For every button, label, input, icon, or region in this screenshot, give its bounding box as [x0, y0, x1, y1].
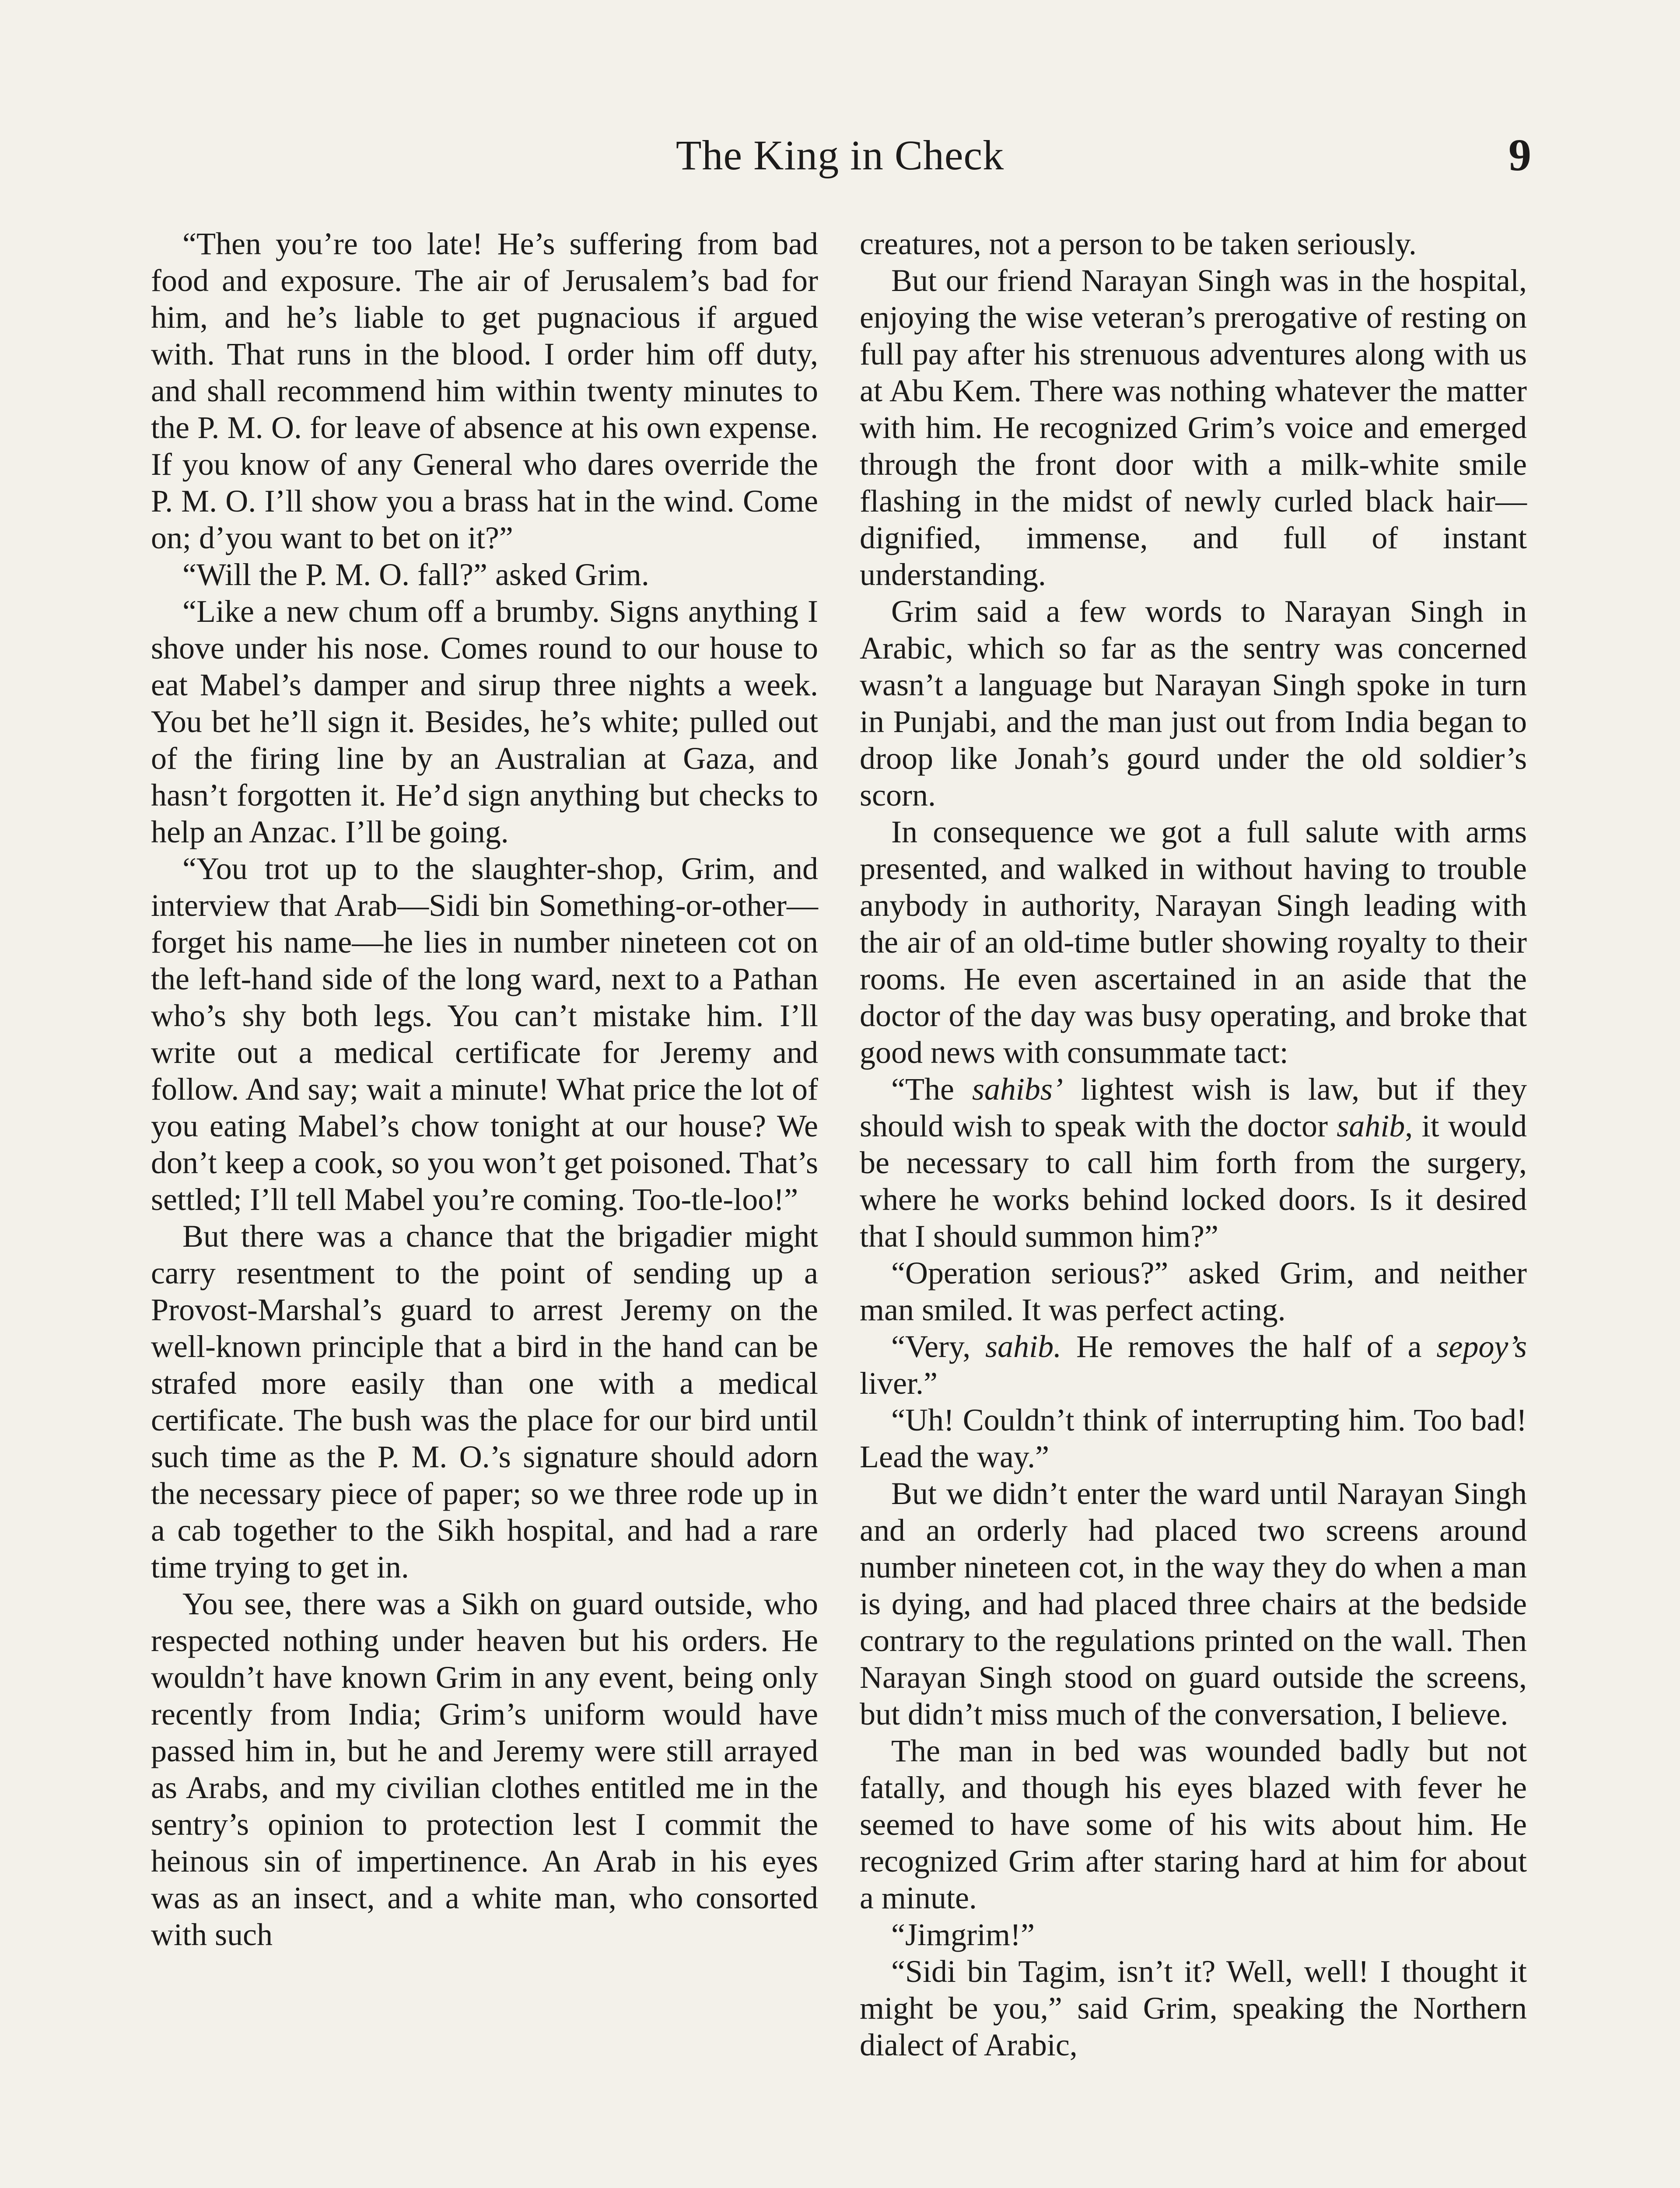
paragraph — [860, 1071, 1527, 1255]
paragraph: “Uh! Couldn’t think of interrupting him. Too bad! Lead the way.” — [860, 1403, 1527, 1474]
paragraph: creatures, not a person to be taken seriously. — [860, 226, 1417, 261]
paragraph: “Operation serious?” asked Grim, and neither man smiled. It was perfect acting. — [860, 1255, 1527, 1327]
text-run: “Very, — [891, 1329, 986, 1364]
text-run: , it would be necessary to call him forth from the surgery, where he works behind locked doors. Is it desired that I should summon him?” — [860, 1108, 1527, 1254]
text-run: lightest wish is law, but if they should wish to speak with the doctor — [860, 1072, 1527, 1143]
italic-run: sahib — [1337, 1108, 1405, 1143]
text-run: liver.” — [860, 1366, 938, 1401]
paragraph: But there was a chance that the brigadier might carry resentment to the point of sending up a Provost-Marshal’s guard to arrest Jeremy on the well-known principle that a bird in the hand can be strafed more easily than one with a medical certificate. The bush was the place for our bird until such time as the P. M. O.’s signature should adorn the necessary piece of paper; so we three rode up in a cab together to the Sikh hospital, and had a rare time trying to get in. — [151, 1219, 818, 1585]
paragraph: “Like a new chum off a brumby. Signs anything I shove under his nose. Comes round to our house to eat Mabel’s damper and sirup three nights a week. You bet he’ll sign it. Besides, he’s white; pulled out of the firing line by an Australian at Gaza, and hasn’t forgotten it. He’d sign anything but checks to help an Anzac. I’ll be going. — [151, 594, 818, 849]
italic-run: sepoy’s — [1436, 1329, 1527, 1364]
paragraph: “Sidi bin Tagim, isn’t it? Well, well! I thought it might be you,” said Grim, speaking the Northern dialect of Arabic, — [860, 1954, 1527, 2062]
paragraph: Grim said a few words to Narayan Singh in Arabic, which so far as the sentry was concerned wasn’t a language but Narayan Singh spoke in turn in Punjabi, and the man just out from India began to droop like Jonah’s gourd under the old soldier’s scorn. — [860, 594, 1527, 813]
paragraph — [860, 1328, 1527, 1402]
right-text-column — [860, 225, 1527, 2063]
text-run: He removes the half of a — [1061, 1329, 1437, 1364]
page-header — [0, 127, 1680, 193]
paragraph: “Will the P. M. O. fall?” asked Grim. — [182, 557, 649, 592]
text-run: “The — [891, 1072, 972, 1107]
running-title: The King in Check — [676, 132, 1004, 179]
paragraph: But our friend Narayan Singh was in the hospital, enjoying the wise veteran’s prerogative of resting on full pay after his strenuous adventures along with us at Abu Kem. There was nothing whatever the matter with him. He recognized Grim’s voice and emerged through the front door with a milk-white smile flashing in the midst of newly curled black hair—dignified, immense, and full of instant understanding. — [860, 263, 1527, 592]
left-text-column — [151, 225, 818, 1953]
italic-run: sahib. — [985, 1329, 1062, 1364]
paragraph: The man in bed was wounded badly but not fatally, and though his eyes blazed with fever he seemed to have some of his wits about him. He recognized Grim after staring hard at him for about a minute. — [860, 1733, 1527, 1915]
paragraph: You see, there was a Sikh on guard outside, who respected nothing under heaven but his orders. He wouldn’t have known Grim in any event, being only recently from India; Grim’s uniform would have passed him in, but he and Jeremy were still arrayed as Arabs, and my civilian clothes entitled me in the sentry’s opinion to protection lest I commit the heinous sin of impertinence. An Arab in his eyes was as an insect, and a white man, who consorted with such — [151, 1586, 818, 1952]
paragraph: In consequence we got a full salute with arms presented, and walked in without having to trouble anybody in authority, Narayan Singh leading with the air of an old-time butler showing royalty to their rooms. He even ascertained in an aside that the doctor of the day was busy operating, and broke that good news with consummate tact: — [860, 814, 1527, 1070]
paragraph: “You trot up to the slaughter-shop, Grim, and interview that Arab—Sidi bin Something-or-other—forget his name—he lies in number nineteen cot on the left-hand side of the long ward, next to a Pathan who’s shy both legs. You can’t mistake him. I’ll write out a medical certificate for Jeremy and follow. And say; wait a minute! What price the lot of you eating Mabel’s chow tonight at our house? We don’t keep a cook, so you won’t get poisoned. That’s settled; I’ll tell Mabel you’re coming. Too-tle-loo!” — [151, 851, 818, 1217]
paragraph: “Then you’re too late! He’s suffering from bad food and exposure. The air of Jerusalem’s bad for him, and he’s liable to get pugnacious if argued with. That runs in the blood. I order him off duty, and shall recommend him within twenty minutes to the P. M. O. for leave of absence at his own expense. If you know of any General who dares override the P. M. O. I’ll show you a brass hat in the wind. Come on; d’you want to bet on it?” — [151, 226, 818, 555]
page-number: 9 — [1508, 130, 1531, 180]
paragraph: But we didn’t enter the ward until Narayan Singh and an orderly had placed two screens around number nineteen cot, in the way they do when a man is dying, and had placed three chairs at the bedside contrary to the regulations printed on the wall. Then Narayan Singh stood on guard outside the screens, but didn’t miss much of the conversation, I believe. — [860, 1476, 1527, 1732]
italic-run: sahibs’ — [972, 1072, 1063, 1107]
paragraph: “Jimgrim!” — [891, 1917, 1035, 1952]
